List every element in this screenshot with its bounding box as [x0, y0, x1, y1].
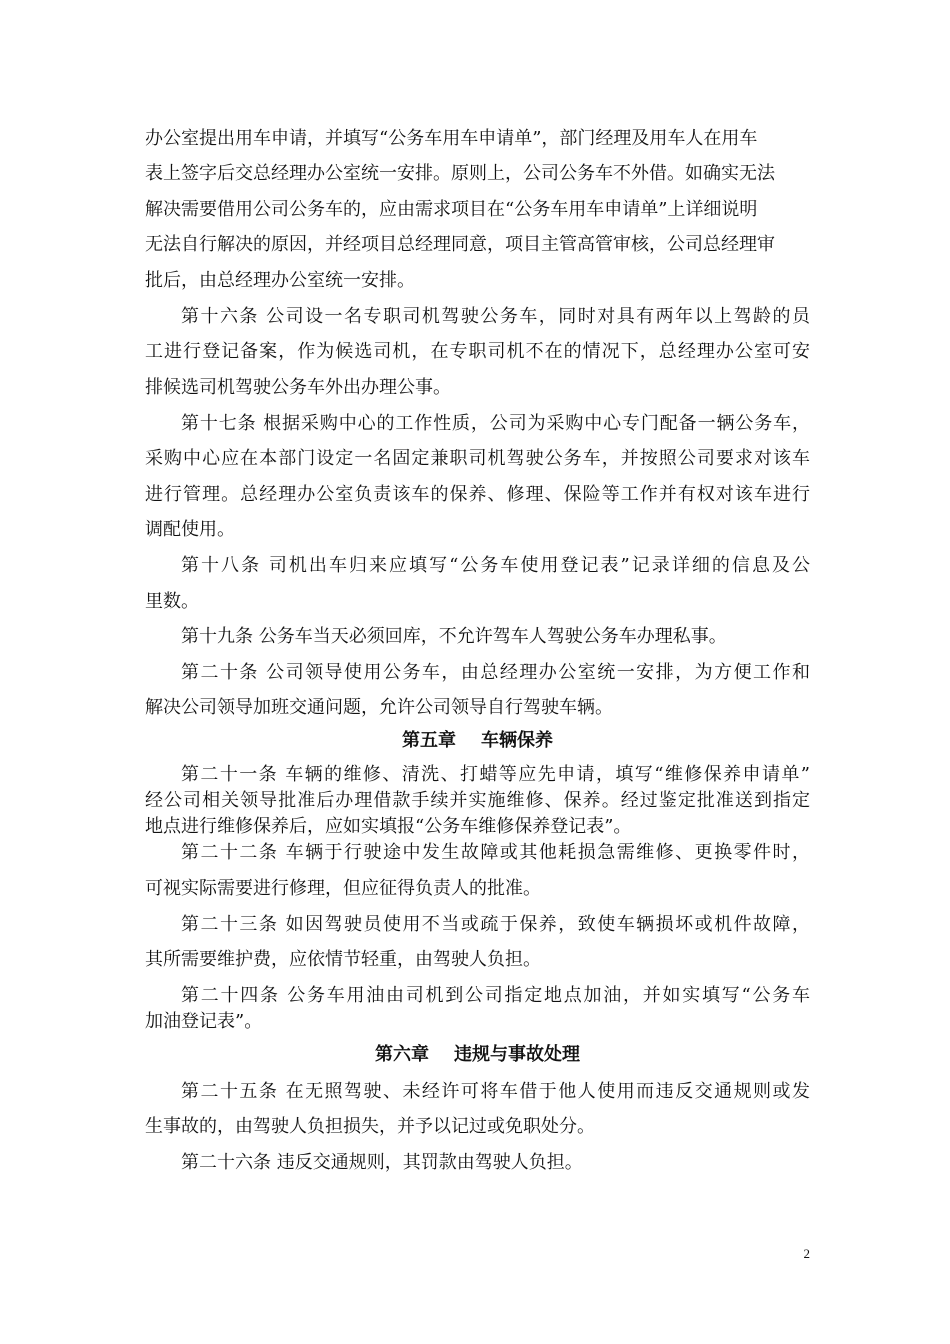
text-line: 解决公司领导加班交通问题，允许公司领导自行驾驶车辆。 — [145, 697, 613, 718]
text-line: 生事故的，由驾驶人负担损失，并予以记过或免职处分。 — [145, 1116, 595, 1137]
text-line: 调配使用。 — [145, 519, 235, 540]
text-line: 第十八条 司机出车归来应填写“公务车使用登记表”记录详细的信息及公 — [181, 555, 810, 576]
text-line: 批后，由总经理办公室统一安排。 — [145, 270, 415, 291]
text-line: 第二十六条 违反交通规则，其罚款由驾驶人负担。 — [181, 1152, 583, 1173]
text-line: 排候选司机驾驶公务车外出办理公事。 — [145, 377, 451, 398]
text-line: 地点进行维修保养后，应如实填报“公务车维修保养登记表”。 — [145, 816, 632, 837]
text-line: 第十七条 根据采购中心的工作性质，公司为采购中心专门配备一辆公务车， — [181, 413, 810, 434]
text-line: 采购中心应在本部门设定一名固定兼职司机驾驶公务车，并按照公司要求对该车 — [145, 448, 810, 469]
text-line: 进行管理。总经理办公室负责该车的保养、修理、保险等工作并有权对该车进行 — [145, 484, 810, 505]
text-line: 表上签字后交总经理办公室统一安排。原则上，公司公务车不外借。如确实无法 — [145, 163, 775, 184]
text-line: 第十六条 公司设一名专职司机驾驶公务车，同时对具有两年以上驾龄的员 — [181, 306, 810, 327]
text-line: 里数。 — [145, 591, 199, 612]
text-line: 无法自行解决的原因，并经项目总经理同意，项目主管高管审核，公司总经理审 — [145, 234, 775, 255]
text-line: 第十九条 公务车当天必须回库，不允许驾车人驾驶公务车办理私事。 — [181, 626, 727, 647]
text-line: 第二十三条 如因驾驶员使用不当或疏于保养，致使车辆损坏或机件故障， — [181, 914, 810, 935]
text-line: 工进行登记备案，作为候选司机，在专职司机不在的情况下，总经理办公室可安 — [145, 341, 810, 362]
text-line: 加油登记表”。 — [145, 1011, 263, 1032]
text-line: 第二十五条 在无照驾驶、未经许可将车借于他人使用而违反交通规则或发 — [181, 1081, 810, 1102]
text-line: 解决需要借用公司公务车的，应由需求项目在“公务车用车申请单”上详细说明 — [145, 199, 758, 220]
text-line: 第二十一条 车辆的维修、清洗、打蜡等应先申请，填写“维修保养申请单” — [181, 764, 810, 785]
chapter-heading: 第六章 违规与事故处理 — [374, 1044, 581, 1065]
text-line: 经公司相关领导批准后办理借款手续并实施维修、保养。经过鉴定批准送到指定 — [145, 790, 810, 811]
text-line: 第二十四条 公务车用油由司机到公司指定地点加油，并如实填写“公务车 — [181, 985, 810, 1006]
text-line: 可视实际需要进行修理，但应征得负责人的批准。 — [145, 878, 541, 899]
page-number: 2 — [803, 1246, 810, 1261]
text-line: 第二十条 公司领导使用公务车，由总经理办公室统一安排，为方便工作和 — [181, 662, 810, 683]
text-line: 其所需要维护费，应依情节轻重，由驾驶人负担。 — [145, 949, 541, 970]
chapter-heading: 第五章 车辆保养 — [401, 730, 554, 751]
text-line: 办公室提出用车申请，并填写“公务车用车申请单”，部门经理及用车人在用车 — [145, 128, 758, 149]
text-line: 第二十二条 车辆于行驶途中发生故障或其他耗损急需维修、更换零件时， — [181, 842, 810, 863]
